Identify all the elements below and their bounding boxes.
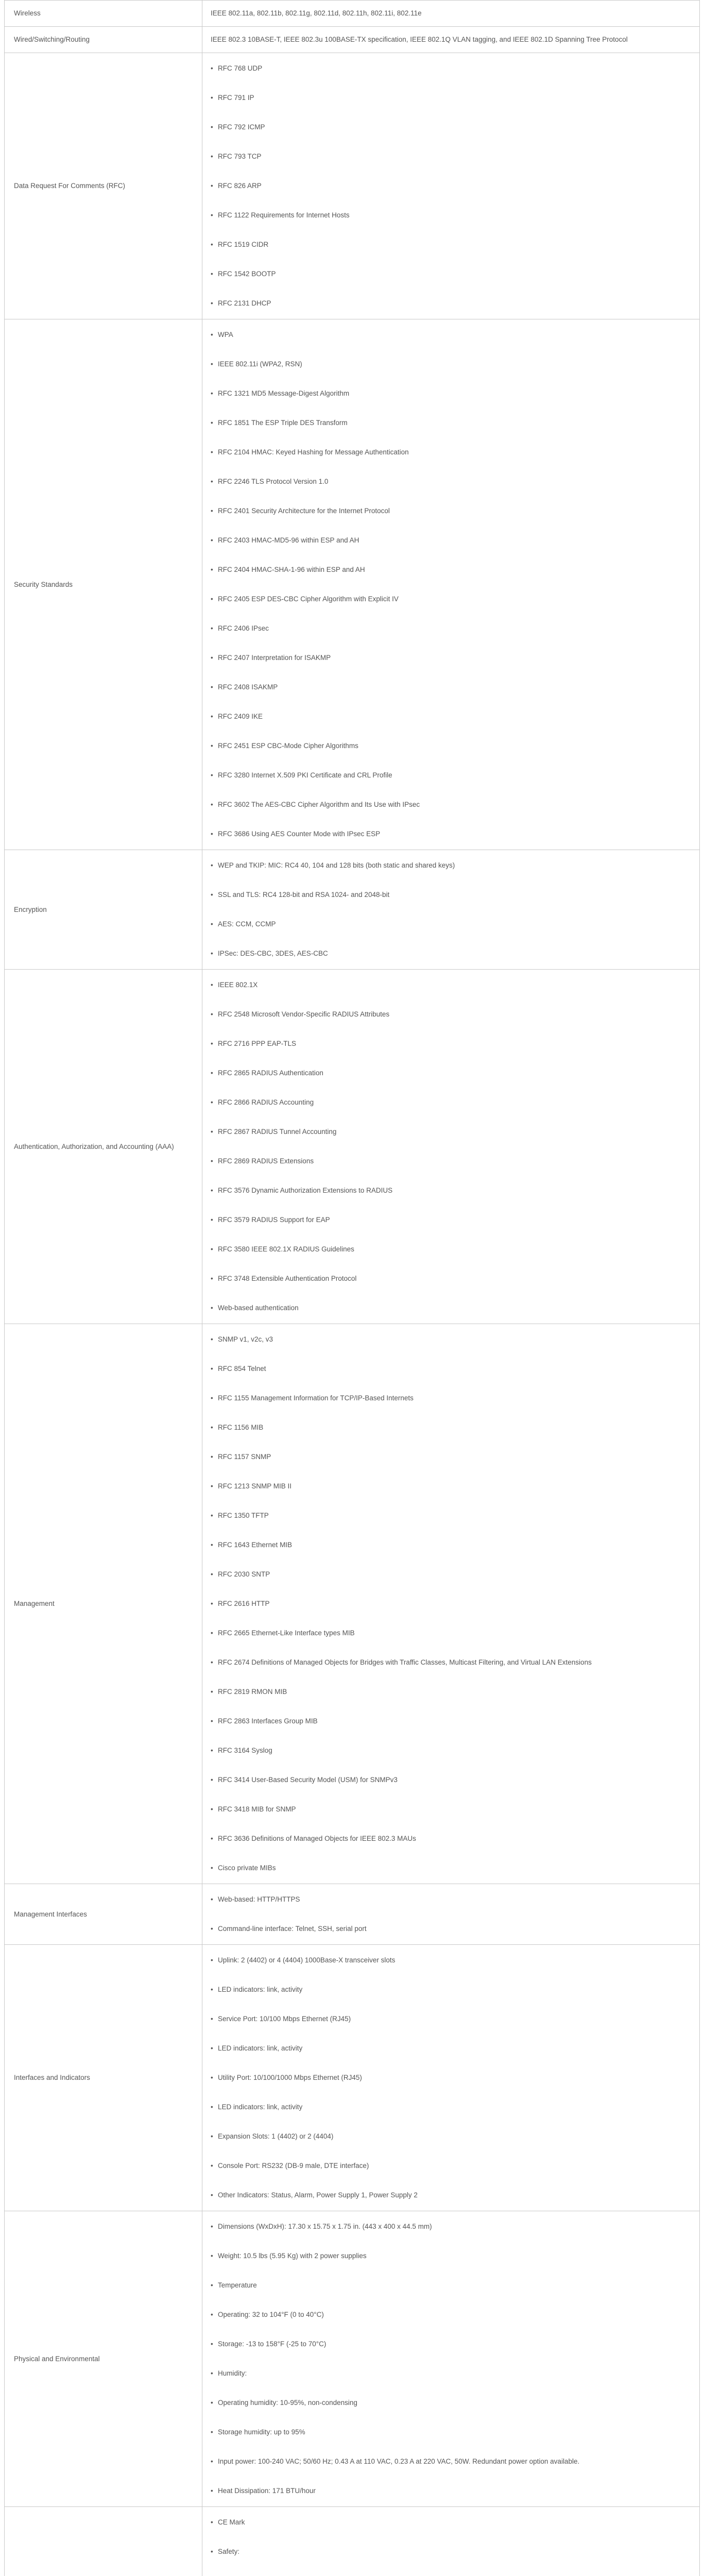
spec-row (5, 2211, 700, 2507)
list-item: • Heat Dissipation: 171 BTU/hour (211, 2486, 691, 2496)
list-item: • IEEE 802.11i (WPA2, RSN) (211, 360, 691, 369)
list-item: • Dimensions (WxDxH): 17.30 x 15.75 x 1.75 in. (443 x 400 x 44.5 mm) (211, 2222, 691, 2231)
list-item: • RFC 826 ARP (211, 181, 691, 191)
spec-row (5, 970, 700, 1324)
specifications-table (4, 0, 700, 2576)
list-item: • RFC 1157 SNMP (211, 1452, 691, 1462)
list-item: • RFC 2665 Ethernet-Like Interface types MIB (211, 1629, 691, 1638)
list-item: • SNMP v1, v2c, v3 (211, 1335, 691, 1344)
list-item: • RFC 3748 Extensible Authentication Protocol (211, 1274, 691, 1283)
list-item: • AES: CCM, CCMP (211, 920, 691, 929)
list-item: • Cisco private MIBs (211, 1863, 691, 1873)
list-item: • Weight: 10.5 lbs (5.95 Kg) with 2 power supplies (211, 2251, 691, 2261)
list-item: • RFC 1321 MD5 Message-Digest Algorithm (211, 389, 691, 398)
spec-row (5, 319, 700, 850)
list-item: • RFC 2616 HTTP (211, 1599, 691, 1608)
row-label: Management Interfaces (5, 1884, 202, 1945)
row-label: Wireless (5, 1, 202, 27)
list-item: • Operating humidity: 10-95%, non-condensing (211, 2398, 691, 2408)
row-label: Authentication, Authorization, and Accounting (AAA) (5, 970, 202, 1324)
row-value: IEEE 802.11a, 802.11b, 802.11g, 802.11d, 802.11h, 802.11i, 802.11e (202, 1, 700, 27)
list-item: • Other Indicators: Status, Alarm, Power Supply 1, Power Supply 2 (211, 2191, 691, 2200)
list-item: • WEP and TKIP: MIC: RC4 40, 104 and 128 bits (both static and shared keys) (211, 861, 691, 870)
list-item: • Uplink: 2 (4402) or 4 (4404) 1000Base-X transceiver slots (211, 1956, 691, 1965)
spec-list (211, 1956, 691, 2200)
list-item: • RFC 3414 User-Based Security Model (USM) for SNMPv3 (211, 1775, 691, 1785)
row-label: Management (5, 1324, 202, 1884)
list-item: • RFC 3418 MIB for SNMP (211, 1805, 691, 1814)
list-item: • RFC 2408 ISAKMP (211, 683, 691, 692)
list-item: • Humidity: (211, 2369, 691, 2378)
list-item: • LED indicators: link, activity (211, 2044, 691, 2053)
list-item: • RFC 2451 ESP CBC-Mode Cipher Algorithms (211, 741, 691, 751)
list-item: • Expansion Slots: 1 (4402) or 2 (4404) (211, 2132, 691, 2141)
list-item: • RFC 2863 Interfaces Group MIB (211, 1717, 691, 1726)
list-item: • RFC 2406 IPsec (211, 624, 691, 633)
row-value (202, 1324, 700, 1884)
list-item: • RFC 1155 Management Information for TCP/IP-Based Internets (211, 1394, 691, 1403)
list-item: • Input power: 100-240 VAC; 50/60 Hz; 0.43 A at 110 VAC, 0.23 A at 220 VAC, 50W. Redundant power option available. (211, 2457, 691, 2466)
list-item: • RFC 2407 Interpretation for ISAKMP (211, 653, 691, 663)
row-label: Interfaces and Indicators (5, 1945, 202, 2211)
list-item: • RFC 1350 TFTP (211, 1511, 691, 1520)
list-item: • RFC 1156 MIB (211, 1423, 691, 1432)
list-item: • Web-based: HTTP/HTTPS (211, 1895, 691, 1904)
list-item: • RFC 2403 HMAC-MD5-96 within ESP and AH (211, 536, 691, 545)
spec-list (211, 861, 691, 958)
row-label: Encryption (5, 850, 202, 970)
row-label: Physical and Environmental (5, 2211, 202, 2507)
list-item: • WPA (211, 330, 691, 340)
list-item: • RFC 2104 HMAC: Keyed Hashing for Message Authentication (211, 448, 691, 457)
list-item: • RFC 1851 The ESP Triple DES Transform (211, 418, 691, 428)
list-item: • RFC 2865 RADIUS Authentication (211, 1069, 691, 1078)
list-item: • RFC 2867 RADIUS Tunnel Accounting (211, 1127, 691, 1137)
list-item: • RFC 2409 IKE (211, 712, 691, 721)
list-item: • RFC 3164 Syslog (211, 1746, 691, 1755)
list-item: • RFC 3579 RADIUS Support for EAP (211, 1215, 691, 1225)
list-item: • RFC 1213 SNMP MIB II (211, 1482, 691, 1491)
specifications-body (5, 1, 700, 2576)
row-value (202, 2507, 700, 2576)
list-item: • IEEE 802.1X (211, 980, 691, 990)
list-item: • RFC 791 IP (211, 93, 691, 103)
list-item: • RFC 2819 RMON MIB (211, 1687, 691, 1697)
spec-row-wired-switching-routing (5, 27, 700, 53)
list-item: • LED indicators: link, activity (211, 1985, 691, 1994)
row-value (202, 2211, 700, 2507)
list-item: • LED indicators: link, activity (211, 2103, 691, 2112)
spec-row (5, 2507, 700, 2576)
list-item: • IPSec: DES-CBC, 3DES, AES-CBC (211, 949, 691, 958)
row-value (202, 53, 700, 319)
list-item: • RFC 2548 Microsoft Vendor-Specific RADIUS Attributes (211, 1010, 691, 1019)
spec-row (5, 1324, 700, 1884)
list-item: • RFC 1519 CIDR (211, 240, 691, 249)
spec-list (211, 2222, 691, 2496)
list-item: • RFC 2716 PPP EAP-TLS (211, 1039, 691, 1048)
row-label: Security Standards (5, 319, 202, 850)
list-item: • Storage humidity: up to 95% (211, 2428, 691, 2437)
spec-row (5, 53, 700, 319)
spec-row (5, 850, 700, 970)
spec-list (211, 330, 691, 839)
list-item: • RFC 2401 Security Architecture for the Internet Protocol (211, 506, 691, 516)
row-value (202, 1884, 700, 1945)
spec-list (211, 2518, 691, 2576)
list-item: • RFC 3580 IEEE 802.1X RADIUS Guidelines (211, 1245, 691, 1254)
list-item: • RFC 2405 ESP DES-CBC Cipher Algorithm with Explicit IV (211, 595, 691, 604)
list-item: • CE Mark (211, 2518, 691, 2527)
row-value (202, 319, 700, 850)
list-item: • RFC 2404 HMAC-SHA-1-96 within ESP and AH (211, 565, 691, 574)
list-item: • RFC 3576 Dynamic Authorization Extensions to RADIUS (211, 1186, 691, 1195)
list-item: • RFC 2030 SNTP (211, 1570, 691, 1579)
list-item: • RFC 2869 RADIUS Extensions (211, 1157, 691, 1166)
spec-list (211, 980, 691, 1313)
list-item: • Command-line interface: Telnet, SSH, serial port (211, 1924, 691, 1934)
list-item: • RFC 792 ICMP (211, 123, 691, 132)
list-item: • RFC 854 Telnet (211, 1364, 691, 1374)
list-item: • SSL and TLS: RC4 128-bit and RSA 1024- and 2048-bit (211, 890, 691, 900)
row-value: IEEE 802.3 10BASE-T, IEEE 802.3u 100BASE-TX specification, IEEE 802.1Q VLAN tagging, and IEEE 802.1D Spanning Tree Protocol (202, 27, 700, 53)
list-item: • RFC 2131 DHCP (211, 299, 691, 308)
list-item: • Web-based authentication (211, 1303, 691, 1313)
list-item: • Storage: -13 to 158°F (-25 to 70°C) (211, 2340, 691, 2349)
list-item: • RFC 2674 Definitions of Managed Objects for Bridges with Traffic Classes, Multicast Filtering, and Virtual LAN Extensions (211, 1658, 691, 1667)
row-value (202, 1945, 700, 2211)
row-label: Wired/Switching/Routing (5, 27, 202, 53)
list-item: • RFC 2866 RADIUS Accounting (211, 1098, 691, 1107)
list-item: • Utility Port: 10/100/1000 Mbps Ethernet (RJ45) (211, 2073, 691, 2082)
spec-row (5, 1945, 700, 2211)
spec-list (211, 64, 691, 308)
list-item: • Service Port: 10/100 Mbps Ethernet (RJ45) (211, 2014, 691, 2024)
list-item: • Operating: 32 to 104°F (0 to 40°C) (211, 2310, 691, 2319)
list-item: • RFC 1643 Ethernet MIB (211, 1540, 691, 1550)
spec-list (211, 1335, 691, 1873)
list-item: • Console Port: RS232 (DB-9 male, DTE interface) (211, 2161, 691, 2171)
spec-list (211, 1895, 691, 1934)
list-item: • RFC 768 UDP (211, 64, 691, 73)
list-item: • RFC 1542 BOOTP (211, 269, 691, 279)
row-label (5, 2507, 202, 2576)
list-item: • RFC 2246 TLS Protocol Version 1.0 (211, 477, 691, 486)
spec-row-wireless (5, 1, 700, 27)
row-value (202, 850, 700, 970)
list-item: • Temperature (211, 2281, 691, 2290)
row-value (202, 970, 700, 1324)
spec-row (5, 1884, 700, 1945)
list-item: • RFC 3686 Using AES Counter Mode with IPsec ESP (211, 829, 691, 839)
list-item: • RFC 3280 Internet X.509 PKI Certificate and CRL Profile (211, 771, 691, 780)
list-item: • Safety: (211, 2547, 691, 2556)
row-label: Data Request For Comments (RFC) (5, 53, 202, 319)
list-item: • RFC 793 TCP (211, 152, 691, 161)
list-item: • RFC 3602 The AES-CBC Cipher Algorithm and Its Use with IPsec (211, 800, 691, 809)
list-item: • RFC 3636 Definitions of Managed Objects for IEEE 802.3 MAUs (211, 1834, 691, 1843)
list-item: • RFC 1122 Requirements for Internet Hosts (211, 211, 691, 220)
